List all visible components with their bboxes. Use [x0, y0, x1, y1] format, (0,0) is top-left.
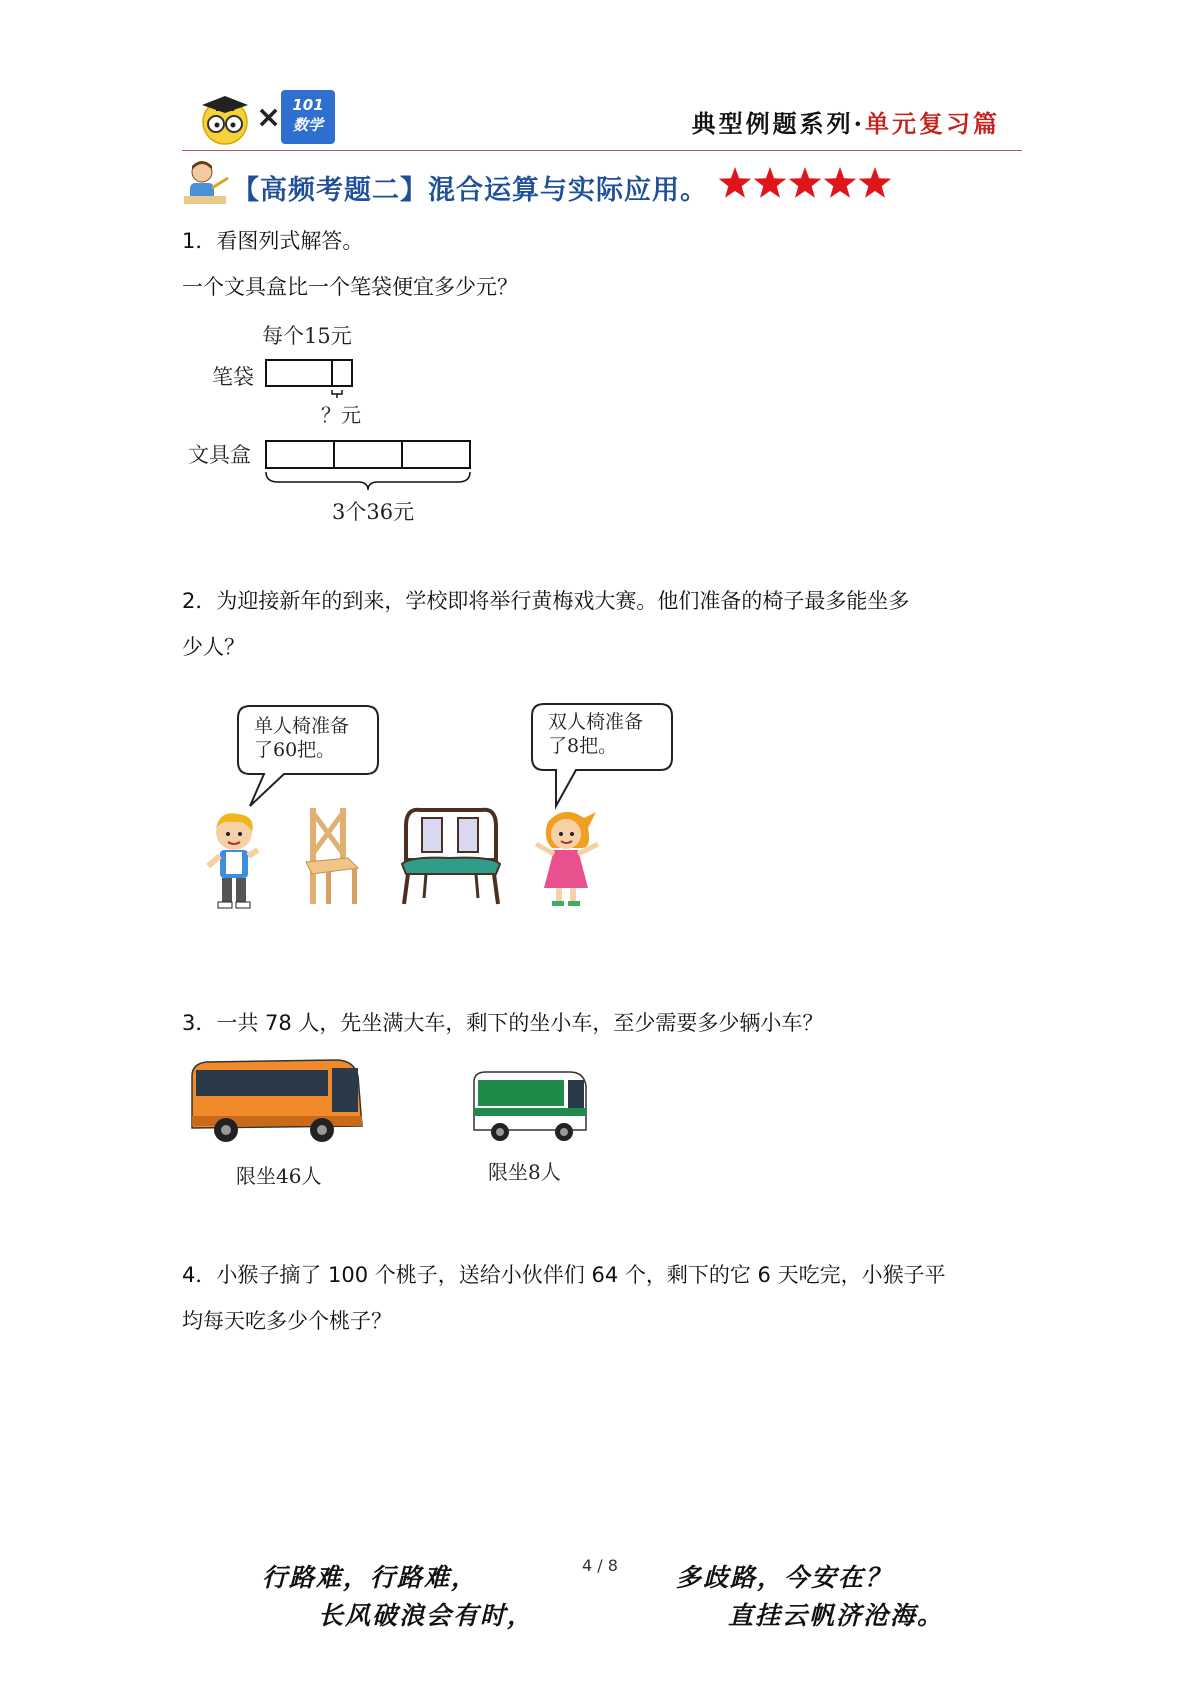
poem-line-left-2: 长风破浪会有时， [318, 1601, 535, 1630]
page-number: 4 / 8 [582, 1556, 618, 1575]
small-bus-caption: 限坐8人 [488, 1160, 561, 1184]
bubble-left-text [254, 714, 349, 762]
pencil-bag-label: 笔袋 [212, 365, 254, 389]
boy-illustration [200, 810, 270, 910]
q3-text: 3．一共 78 人，先坐满大车，剩下的坐小车，至少需要多少辆小车？ [182, 1011, 824, 1035]
pencil-bag-bar [266, 360, 352, 386]
poem-line-right-1: 多歧路，今安在？ [676, 1563, 893, 1592]
times-sign: × [256, 100, 282, 135]
price-label: 每个15元 [262, 324, 352, 348]
poem-line-right-2: 直挂云帆济沧海。 [728, 1601, 945, 1630]
bubble-left-line2: 了60把。 [254, 739, 336, 761]
difference-brace [332, 390, 342, 398]
q4-text-line1: 4．小猴子摘了 100 个桃子，送给小伙伴们 64 个，剩下的它 6 天吃完，小猴子平 [182, 1263, 946, 1287]
q2-text-line2: 少人？ [182, 635, 245, 659]
double-chair-illustration [400, 806, 502, 906]
bubble-right-text [548, 710, 643, 758]
bubble-right-line1: 双人椅准备 [548, 711, 644, 733]
q1-question: 一个文具盒比一个笔袋便宜多少元？ [182, 275, 518, 299]
q4-text-line2: 均每天吃多少个桃子？ [182, 1309, 392, 1333]
pencil-box-label: 文具盒 [188, 443, 251, 467]
logo-text-line1: 101 [292, 96, 324, 114]
q2-text-line1: 2．为迎接新年的到来，学校即将举行黄梅戏大赛。他们准备的椅子最多能坐多 [182, 589, 910, 613]
logo-text-line2: 数学 [292, 116, 323, 134]
total-label: 3个36元 [332, 500, 415, 524]
q1-instruction: 1．看图列式解答。 [182, 229, 364, 253]
poem-line-left-1: 行路难，行路难， [262, 1563, 479, 1592]
single-chair-illustration [302, 806, 362, 906]
pencil-box-bar [266, 441, 470, 468]
segment-diagram [0, 0, 1190, 560]
big-bus-illustration [186, 1056, 366, 1148]
total-brace [266, 472, 470, 490]
series-suffix: 单元复习篇 [865, 109, 1000, 138]
small-bus-illustration [470, 1068, 590, 1148]
girl-illustration [530, 808, 605, 908]
bubble-left-line1: 单人椅准备 [254, 715, 350, 737]
series-prefix: 典型例题系列· [691, 109, 865, 138]
bubble-right-line2: 了8把。 [548, 735, 618, 757]
big-bus-caption: 限坐46人 [236, 1164, 322, 1188]
section-title: 【高频考题二】混合运算与实际应用。 [232, 175, 708, 206]
difference-label: ？元 [321, 403, 361, 427]
